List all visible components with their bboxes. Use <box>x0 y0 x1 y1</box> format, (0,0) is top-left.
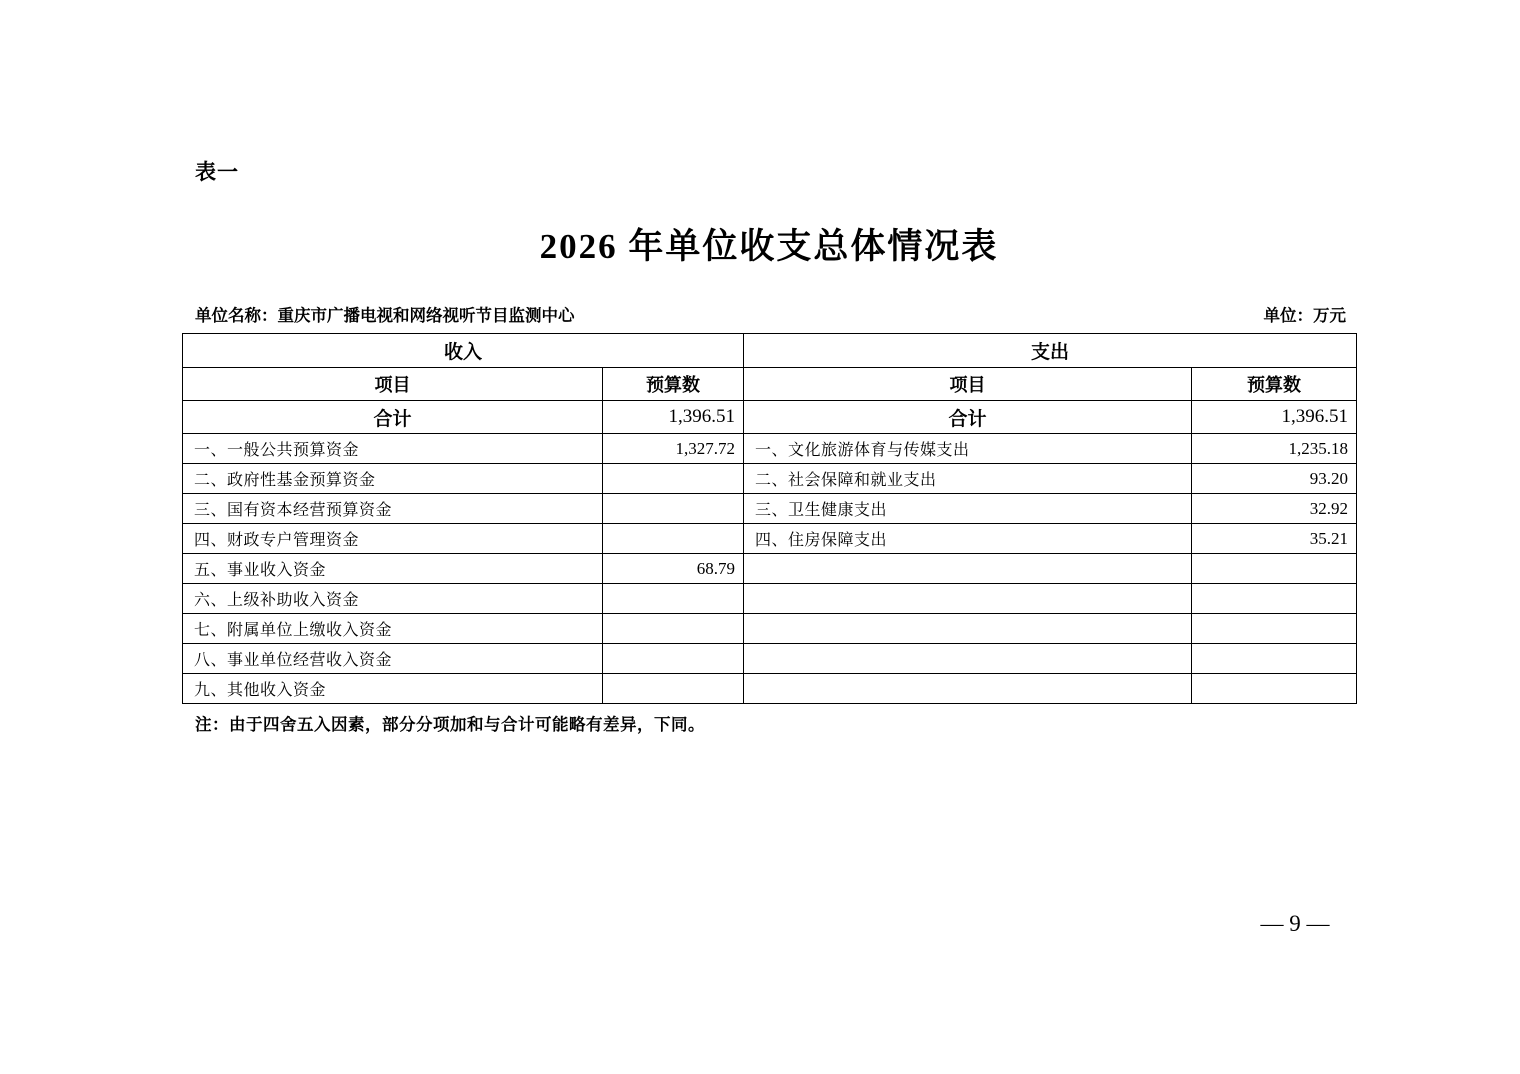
expense-budget-cell: 32.92 <box>1192 494 1357 524</box>
income-budget-cell <box>603 524 744 554</box>
table-row <box>183 524 1357 554</box>
column-header-row <box>183 368 1357 401</box>
income-budget-cell <box>603 584 744 614</box>
income-budget-cell <box>603 644 744 674</box>
table-row <box>183 554 1357 584</box>
income-item-cell: 六、上级补助收入资金 <box>183 584 603 614</box>
income-budget-cell <box>603 674 744 704</box>
page-number: — 9 — <box>1260 911 1330 936</box>
income-item-cell: 三、国有资本经营预算资金 <box>183 494 603 524</box>
page-title: 2026 年单位收支总体情况表 <box>539 227 999 266</box>
income-budget-header: 预算数 <box>603 368 744 401</box>
expense-item-cell <box>744 614 1192 644</box>
income-item-cell: 五、事业收入资金 <box>183 554 603 584</box>
budget-summary-table <box>182 333 1357 704</box>
expense-item-header: 项目 <box>744 368 1192 401</box>
expense-budget-cell <box>1192 644 1357 674</box>
expense-item-cell: 二、社会保障和就业支出 <box>744 464 1192 494</box>
expense-item-cell: 三、卫生健康支出 <box>744 494 1192 524</box>
table-row <box>183 464 1357 494</box>
table-row <box>183 644 1357 674</box>
expense-budget-cell: 1,235.18 <box>1192 434 1357 464</box>
table-meta-row <box>182 302 1356 326</box>
expense-budget-cell <box>1192 674 1357 704</box>
unit-name-text: 单位名称：重庆市广播电视和网络视听节目监测中心 <box>195 306 575 325</box>
expense-item-cell <box>744 674 1192 704</box>
table-row <box>183 674 1357 704</box>
income-item-cell: 二、政府性基金预算资金 <box>183 464 603 494</box>
expense-item-cell <box>744 584 1192 614</box>
income-section-header: 收入 <box>183 334 744 368</box>
table-row <box>183 434 1357 464</box>
income-total-value: 1,396.51 <box>603 401 744 434</box>
section-header-row <box>183 334 1357 368</box>
income-item-cell: 八、事业单位经营收入资金 <box>183 644 603 674</box>
income-item-cell: 七、附属单位上缴收入资金 <box>183 614 603 644</box>
income-item-header: 项目 <box>183 368 603 401</box>
income-item-cell: 九、其他收入资金 <box>183 674 603 704</box>
expense-budget-cell <box>1192 614 1357 644</box>
income-item-cell: 四、财政专户管理资金 <box>183 524 603 554</box>
income-total-label: 合计 <box>183 401 603 434</box>
table-label: 表一 <box>195 161 239 184</box>
expense-budget-cell <box>1192 584 1357 614</box>
expense-section-header: 支出 <box>744 334 1357 368</box>
table-row <box>183 614 1357 644</box>
expense-item-cell: 四、住房保障支出 <box>744 524 1192 554</box>
table-row <box>183 584 1357 614</box>
expense-total-value: 1,396.51 <box>1192 401 1357 434</box>
income-budget-cell: 68.79 <box>603 554 744 584</box>
unit-of-measure-text: 单位：万元 <box>1263 306 1346 325</box>
expense-budget-header: 预算数 <box>1192 368 1357 401</box>
expense-budget-cell: 35.21 <box>1192 524 1357 554</box>
income-budget-cell <box>603 614 744 644</box>
expense-total-label: 合计 <box>744 401 1192 434</box>
expense-item-cell: 一、文化旅游体育与传媒支出 <box>744 434 1192 464</box>
income-budget-cell <box>603 464 744 494</box>
total-row <box>183 401 1357 434</box>
income-budget-cell <box>603 494 744 524</box>
table-row <box>183 494 1357 524</box>
income-item-cell: 一、一般公共预算资金 <box>183 434 603 464</box>
expense-item-cell <box>744 644 1192 674</box>
income-budget-cell: 1,327.72 <box>603 434 744 464</box>
expense-budget-cell <box>1192 554 1357 584</box>
footnote: 注：由于四舍五入因素，部分分项加和与合计可能略有差异，下同。 <box>195 715 705 734</box>
expense-item-cell <box>744 554 1192 584</box>
expense-budget-cell: 93.20 <box>1192 464 1357 494</box>
